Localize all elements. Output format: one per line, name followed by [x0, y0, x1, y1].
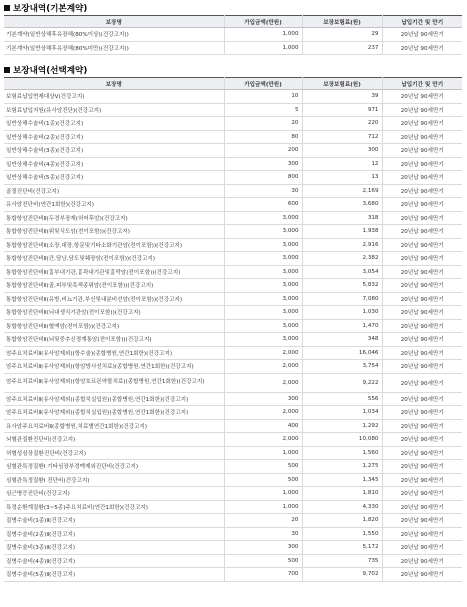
cell-premium: 971 — [302, 103, 382, 117]
cell-insured-amount: 1,000 — [224, 41, 302, 55]
cell-payment-period: 20년납 90세만기 — [382, 541, 462, 555]
cell-insured-amount: 200 — [224, 144, 302, 158]
basic-table-body — [4, 28, 462, 55]
cell-insured-amount: 10 — [224, 90, 302, 104]
cell-coverage-name: 통합항암진단비Ⅱ(소장,대장,항문및기타소화기관암(전이포함))(건강고지) — [4, 238, 224, 252]
cell-premium: 5,172 — [302, 541, 382, 555]
cell-insured-amount: 1,000 — [224, 446, 302, 460]
table-row — [4, 487, 462, 501]
cell-payment-period: 20년납 90세만기 — [382, 514, 462, 528]
cell-premium: 39 — [302, 90, 382, 104]
cell-premium: 2,169 — [302, 184, 382, 198]
cell-payment-period: 20년납 90세만기 — [382, 319, 462, 333]
cell-payment-period: 20년납 90세만기 — [382, 406, 462, 420]
table-row — [4, 144, 462, 158]
cell-payment-period: 20년납 90세만기 — [382, 41, 462, 55]
cell-coverage-name: 통합항암진단비Ⅱ(뇌내생식기관암(전이포함))(건강고지) — [4, 306, 224, 320]
cell-insured-amount: 3,000 — [224, 238, 302, 252]
cell-coverage-name: 통합항암진단비Ⅱ(두경부장재(허어후암)(건강고지) — [4, 211, 224, 225]
cell-payment-period: 20년납 90세만기 — [382, 360, 462, 374]
cell-payment-period: 20년납 90세만기 — [382, 171, 462, 185]
cell-insured-amount: 30 — [224, 184, 302, 198]
cell-insured-amount: 3,000 — [224, 225, 302, 239]
cell-coverage-name: 특정순환계질환(3~5종)주요치료비(연간1회한)(건강고지) — [4, 500, 224, 514]
cell-insured-amount: 2,000 — [224, 346, 302, 360]
table-row — [4, 238, 462, 252]
cell-premium: 10,080 — [302, 433, 382, 447]
cell-coverage-name: 질병수술비(5종)Ⅱ(건강고지) — [4, 568, 224, 582]
cell-insured-amount: 2,000 — [224, 406, 302, 420]
table-row — [4, 41, 462, 55]
cell-coverage-name: 암주요치료비Ⅱ(유사암제외)(항수술)(종합병원,연간1회한)(건강고지) — [4, 346, 224, 360]
table-row — [4, 157, 462, 171]
table-row — [4, 433, 462, 447]
table-row — [4, 373, 462, 392]
cell-premium: 712 — [302, 130, 382, 144]
cell-premium: 1,292 — [302, 419, 382, 433]
cell-premium: 3,054 — [302, 265, 382, 279]
header-coverage-name: 보장명 — [4, 16, 224, 28]
optional-table-body — [4, 90, 462, 582]
cell-insured-amount: 80 — [224, 130, 302, 144]
cell-premium: 1,820 — [302, 514, 382, 528]
table-row — [4, 292, 462, 306]
table-header-row — [4, 16, 462, 28]
header-coverage-name: 보장명 — [4, 78, 224, 90]
cell-coverage-name: 통합항암진단비Ⅱ(위및식도암(전이포함))(건강고지) — [4, 225, 224, 239]
cell-premium: 13 — [302, 171, 382, 185]
cell-coverage-name: 기본계약(일반상해후유장해(80%이상)(건강고지)) — [4, 28, 224, 42]
cell-coverage-name: 심혈관특정질환Ⅰ 기타심장부정맥제외진단비(건강고지) — [4, 460, 224, 474]
cell-coverage-name: 유사암진단비(연간1회한)(건강고지) — [4, 198, 224, 212]
cell-premium: 9,702 — [302, 568, 382, 582]
cell-payment-period: 20년납 90세만기 — [382, 373, 462, 392]
table-row — [4, 306, 462, 320]
optional-coverage-table — [4, 77, 462, 582]
cell-payment-period: 20년납 90세만기 — [382, 419, 462, 433]
cell-coverage-name: 일반상해수술비(4종)(건강고지) — [4, 157, 224, 171]
cell-coverage-name: 뇌혈관질환진단비(건강고지) — [4, 433, 224, 447]
table-row — [4, 473, 462, 487]
cell-premium: 16,046 — [302, 346, 382, 360]
cell-insured-amount: 3,000 — [224, 265, 302, 279]
cell-insured-amount: 400 — [224, 419, 302, 433]
header-insured-amount: 가입금액(만원) — [224, 78, 302, 90]
cell-insured-amount: 1,000 — [224, 500, 302, 514]
cell-insured-amount: 20 — [224, 514, 302, 528]
page — [0, 3, 467, 582]
table-row — [4, 419, 462, 433]
cell-premium: 1,810 — [302, 487, 382, 501]
table-row — [4, 198, 462, 212]
cell-insured-amount: 2,000 — [224, 360, 302, 374]
cell-coverage-name: 질병수술비(1종)Ⅱ(건강고지) — [4, 514, 224, 528]
cell-insured-amount: 30 — [224, 527, 302, 541]
cell-insured-amount: 3,000 — [224, 333, 302, 347]
table-row — [4, 252, 462, 266]
cell-insured-amount: 3,000 — [224, 292, 302, 306]
table-row — [4, 446, 462, 460]
table-row — [4, 554, 462, 568]
table-row — [4, 500, 462, 514]
table-row — [4, 28, 462, 42]
table-row — [4, 406, 462, 420]
cell-coverage-name: 통합항암진단비Ⅱ(뇌및중추신경계통암(전이포함))(건강고지) — [4, 333, 224, 347]
cell-coverage-name: 유사암주요치료비Ⅱ(종합병원,치료별연간1회한)(건강고지) — [4, 419, 224, 433]
cell-payment-period: 20년납 90세만기 — [382, 487, 462, 501]
cell-coverage-name: 일반상해수술비(1종)(건강고지) — [4, 117, 224, 131]
cell-premium: 5,832 — [302, 279, 382, 293]
basic-coverage-table — [4, 15, 462, 55]
basic-section-title-text: 보장내역(기본계약) — [13, 4, 88, 14]
cell-insured-amount: 3,000 — [224, 252, 302, 266]
cell-premium: 2,916 — [302, 238, 382, 252]
header-premium: 보장보험료(원) — [302, 16, 382, 28]
cell-coverage-name: 골절진단비(건강고지) — [4, 184, 224, 198]
cell-insured-amount: 3,000 — [224, 319, 302, 333]
table-row — [4, 211, 462, 225]
cell-payment-period: 20년납 90세만기 — [382, 90, 462, 104]
table-row — [4, 460, 462, 474]
cell-premium: 3,754 — [302, 360, 382, 374]
cell-payment-period: 20년납 90세만기 — [382, 103, 462, 117]
cell-insured-amount: 5 — [224, 103, 302, 117]
cell-insured-amount: 1,000 — [224, 28, 302, 42]
cell-payment-period: 20년납 90세만기 — [382, 333, 462, 347]
cell-coverage-name: 암주요치료비Ⅱ(유사암제외)(종합치실입원)(종합병원,연간1회한)(건강고지) — [4, 392, 224, 406]
cell-premium: 1,470 — [302, 319, 382, 333]
optional-section-title-text: 보장내역(선택계약) — [13, 66, 88, 76]
cell-premium: 3,680 — [302, 198, 382, 212]
cell-payment-period: 20년납 90세만기 — [382, 306, 462, 320]
cell-payment-period: 20년납 90세만기 — [382, 568, 462, 582]
cell-payment-period: 20년납 90세만기 — [382, 28, 462, 42]
table-row — [4, 225, 462, 239]
cell-coverage-name: 질병수술비(2종)Ⅱ(건강고지) — [4, 527, 224, 541]
cell-premium: 1,560 — [302, 446, 382, 460]
header-payment-period: 납입기간 및 만기 — [382, 78, 462, 90]
cell-premium: 318 — [302, 211, 382, 225]
cell-coverage-name: 기본계약(일반상해후유장해(80%미만)(건강고지)) — [4, 41, 224, 55]
cell-insured-amount: 800 — [224, 171, 302, 185]
cell-payment-period: 20년납 90세만기 — [382, 500, 462, 514]
cell-insured-amount: 500 — [224, 554, 302, 568]
table-row — [4, 360, 462, 374]
cell-payment-period: 20년납 90세만기 — [382, 265, 462, 279]
cell-payment-period: 20년납 90세만기 — [382, 157, 462, 171]
cell-payment-period: 20년납 90세만기 — [382, 184, 462, 198]
table-row — [4, 103, 462, 117]
cell-payment-period: 20년납 90세만기 — [382, 252, 462, 266]
cell-coverage-name: 통합항암진단비Ⅱ(유방,비뇨기관,부신및내분비선암(전이포함))(건강고지) — [4, 292, 224, 306]
cell-insured-amount: 600 — [224, 198, 302, 212]
cell-premium: 348 — [302, 333, 382, 347]
cell-coverage-name: 일반상해수술비(5종)(건강고지) — [4, 171, 224, 185]
cell-coverage-name: 질병수술비(4종)Ⅱ(건강고지) — [4, 554, 224, 568]
cell-insured-amount: 500 — [224, 460, 302, 474]
cell-premium: 4,330 — [302, 500, 382, 514]
cell-payment-period: 20년납 90세만기 — [382, 198, 462, 212]
cell-coverage-name: 질병수술비(3종)Ⅱ(건강고지) — [4, 541, 224, 555]
cell-payment-period: 20년납 90세만기 — [382, 279, 462, 293]
table-row — [4, 319, 462, 333]
cell-insured-amount: 500 — [224, 473, 302, 487]
cell-premium: 1,034 — [302, 406, 382, 420]
cell-premium: 1,938 — [302, 225, 382, 239]
cell-payment-period: 20년납 90세만기 — [382, 238, 462, 252]
cell-premium: 7,080 — [302, 292, 382, 306]
cell-premium: 9,222 — [302, 373, 382, 392]
cell-coverage-name: 통합항암진단비Ⅱ(골,피부및흑색종위암(전이포함))(건강고지) — [4, 279, 224, 293]
cell-coverage-name: 통합항암진단비Ⅱ(흉부내기관,흉곽내기관및흉막암(전이포함))(건강고지) — [4, 265, 224, 279]
cell-payment-period: 20년납 90세만기 — [382, 225, 462, 239]
cell-coverage-name: 일반상해수술비(3종)(건강고지) — [4, 144, 224, 158]
cell-coverage-name: 암주요치료비Ⅱ(유사암제외)(항암방사선치료)(종합병원,연간1회한)(건강고지) — [4, 360, 224, 374]
cell-payment-period: 20년납 90세만기 — [382, 292, 462, 306]
cell-coverage-name: 심근병증진단비(건강고지) — [4, 487, 224, 501]
table-row — [4, 265, 462, 279]
cell-payment-period: 20년납 90세만기 — [382, 433, 462, 447]
cell-coverage-name: 암주요치료비Ⅱ(유사암제외)(항암호르몬약물치료)(종합병원,연간1회한)(건강고지) — [4, 373, 224, 392]
square-bullet-icon — [4, 67, 10, 73]
cell-payment-period: 20년납 90세만기 — [382, 527, 462, 541]
table-row — [4, 346, 462, 360]
cell-premium: 2,382 — [302, 252, 382, 266]
header-payment-period: 납입기간 및 만기 — [382, 16, 462, 28]
cell-premium: 1,550 — [302, 527, 382, 541]
table-row — [4, 392, 462, 406]
cell-insured-amount: 300 — [224, 541, 302, 555]
cell-insured-amount: 1,000 — [224, 487, 302, 501]
table-row — [4, 541, 462, 555]
cell-premium: 1,275 — [302, 460, 382, 474]
cell-payment-period: 20년납 90세만기 — [382, 144, 462, 158]
cell-insured-amount: 700 — [224, 568, 302, 582]
cell-premium: 300 — [302, 144, 382, 158]
table-row — [4, 117, 462, 131]
table-row — [4, 279, 462, 293]
cell-payment-period: 20년납 90세만기 — [382, 473, 462, 487]
cell-insured-amount: 2,000 — [224, 433, 302, 447]
cell-payment-period: 20년납 90세만기 — [382, 346, 462, 360]
cell-coverage-name: 허혈성심장질환진단비(건강고지) — [4, 446, 224, 460]
cell-insured-amount: 300 — [224, 392, 302, 406]
basic-section-title — [0, 3, 467, 15]
cell-payment-period: 20년납 90세만기 — [382, 117, 462, 131]
cell-coverage-name: 암주요치료비Ⅱ(유사암제외)(종합치실입원)(종합병원,연간1회한)(건강고지) — [4, 406, 224, 420]
table-header-row — [4, 78, 462, 90]
table-row — [4, 90, 462, 104]
cell-premium: 735 — [302, 554, 382, 568]
cell-insured-amount: 300 — [224, 157, 302, 171]
cell-insured-amount: 3,000 — [224, 279, 302, 293]
cell-coverage-name: 보험료납입면제대상Ⅴ(건강고지) — [4, 90, 224, 104]
cell-payment-period: 20년납 90세만기 — [382, 130, 462, 144]
table-row — [4, 568, 462, 582]
cell-payment-period: 20년납 90세만기 — [382, 460, 462, 474]
table-row — [4, 184, 462, 198]
cell-premium: 1,345 — [302, 473, 382, 487]
header-premium: 보장보험료(원) — [302, 78, 382, 90]
optional-section-title — [0, 65, 467, 77]
cell-coverage-name: 보험료납입지원(유사암진단)(건강고지) — [4, 103, 224, 117]
table-row — [4, 171, 462, 185]
table-row — [4, 333, 462, 347]
cell-coverage-name: 통합항암진단비Ⅱ(간,담낭,담도및췌장암(전이포함))(건강고지) — [4, 252, 224, 266]
cell-insured-amount: 2,000 — [224, 373, 302, 392]
header-insured-amount: 가입금액(만원) — [224, 16, 302, 28]
cell-payment-period: 20년납 90세만기 — [382, 211, 462, 225]
table-row — [4, 527, 462, 541]
cell-premium: 237 — [302, 41, 382, 55]
cell-coverage-name: 심혈관특정질환Ⅰ 진단비(건강고지) — [4, 473, 224, 487]
cell-payment-period: 20년납 90세만기 — [382, 554, 462, 568]
cell-coverage-name: 일반상해수술비(2종)(건강고지) — [4, 130, 224, 144]
cell-insured-amount: 3,000 — [224, 211, 302, 225]
cell-payment-period: 20년납 90세만기 — [382, 446, 462, 460]
table-row — [4, 514, 462, 528]
cell-insured-amount: 20 — [224, 117, 302, 131]
cell-payment-period: 20년납 90세만기 — [382, 392, 462, 406]
cell-coverage-name: 통합항암진단비Ⅱ(혈액암(전이포함))(건강고지) — [4, 319, 224, 333]
cell-premium: 1,030 — [302, 306, 382, 320]
cell-premium: 12 — [302, 157, 382, 171]
cell-premium: 29 — [302, 28, 382, 42]
cell-premium: 220 — [302, 117, 382, 131]
table-row — [4, 130, 462, 144]
square-bullet-icon — [4, 5, 10, 11]
cell-insured-amount: 3,000 — [224, 306, 302, 320]
cell-premium: 556 — [302, 392, 382, 406]
